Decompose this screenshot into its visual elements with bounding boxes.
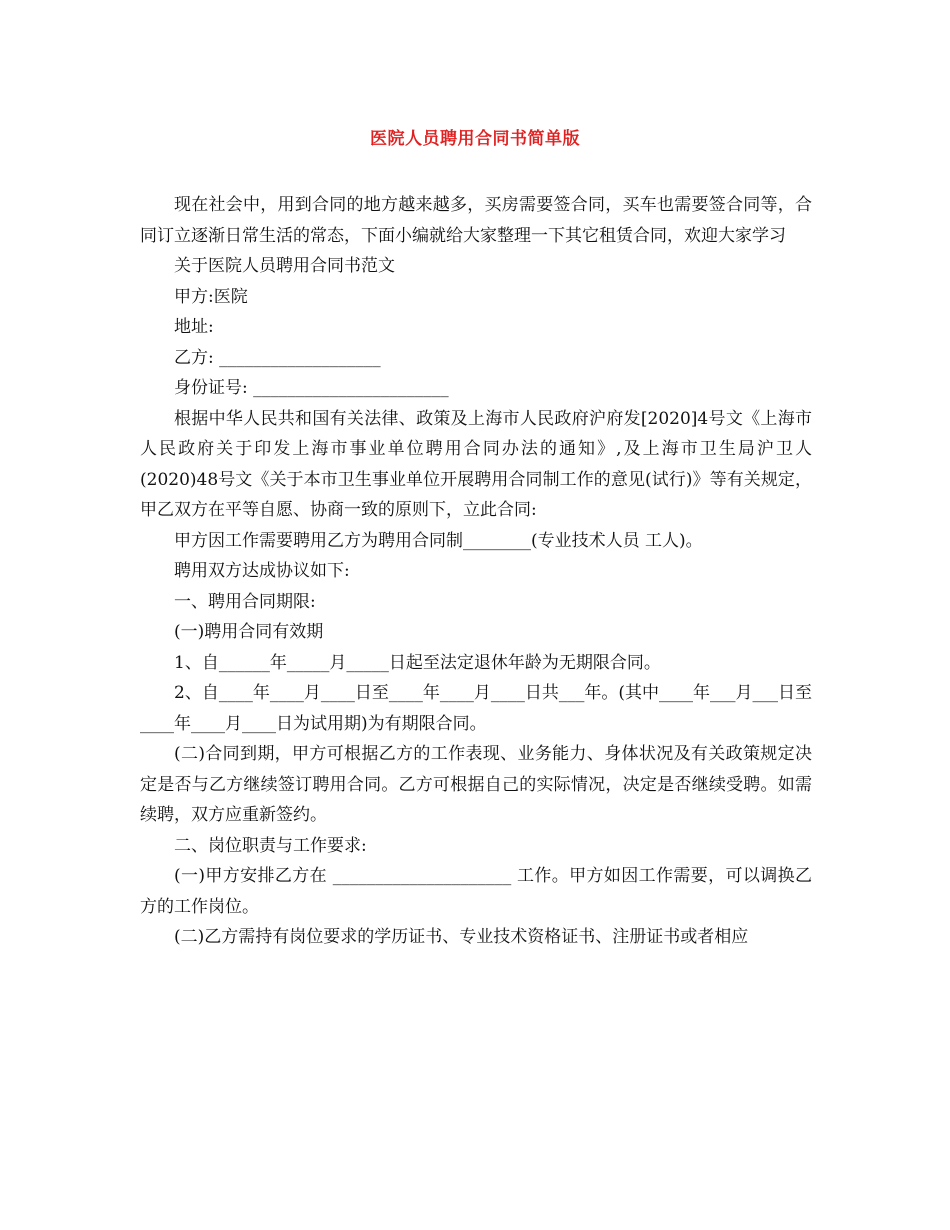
party-a: 甲方:医院 [174,286,248,307]
section-1-heading: 一、聘用合同期限: [174,591,316,612]
document-title: 医院人员聘用合同书简单版 [370,129,580,149]
paragraph-heading: 关于医院人员聘用合同书范文 [174,256,395,276]
id-number: 身份证号: _______________________ [174,378,449,398]
paragraph-employment-type: 甲方因工作需要聘用乙方为聘用合同制________(专业技术人员 工人)。 [174,530,703,551]
section-1-1: (一)聘用合同有效期 [174,622,324,642]
section-1-1-item-1: 1、自______年_____月_____日起至法定退休年龄为无期限合同。 [174,652,661,673]
paragraph-intro: 现在社会中，用到合同的地方越来越多，买房需要签合同，买车也需要签合同等，合同订立逐渐日常生活的常态，下面小编就给大家整理一下其它租赁合同，欢迎大家学习 [140,195,812,246]
paragraph-legal-basis: 根据中华人民共和国有关法律、政策及上海市人民政府沪府发[2020]4号文《上海市人民政府关于印发上海市事业单位聘用合同办法的通知》,及上海市卫生局沪卫人(2020)48号文《关于本市卫生事业单位开展聘用合同制工作的意见(试行)》等有关规定，甲乙双方在平等自愿、协商一致的原则下，立此合同: [140,408,812,520]
paragraph-agreement: 聘用双方达成协议如下: [174,561,350,581]
party-b: 乙方: ___________________ [174,347,381,368]
document-body [140,190,812,953]
section-2-heading: 二、岗位职责与工作要求: [174,835,367,856]
address: 地址: [174,317,214,337]
section-1-1-item-2: 2、自____年____月____日至____年____月____日共___年。(其中____年___月___日至____年____月____日为试用期)为有期限合同。 [140,683,812,734]
section-2-1: (一)甲方安排乙方在 _____________________ 工作。甲方如因工作需要，可以调换乙方的工作岗位。 [140,866,812,917]
section-2-2: (二)乙方需持有岗位要求的学历证书、专业技术资格证书、注册证书或者相应 [174,927,749,947]
section-1-2: (二)合同到期，甲方可根据乙方的工作表现、业务能力、身体状况及有关政策规定决定是否与乙方继续签订聘用合同。乙方可根据自己的实际情况，决定是否继续受聘。如需续聘，双方应重新签约。 [140,744,812,825]
